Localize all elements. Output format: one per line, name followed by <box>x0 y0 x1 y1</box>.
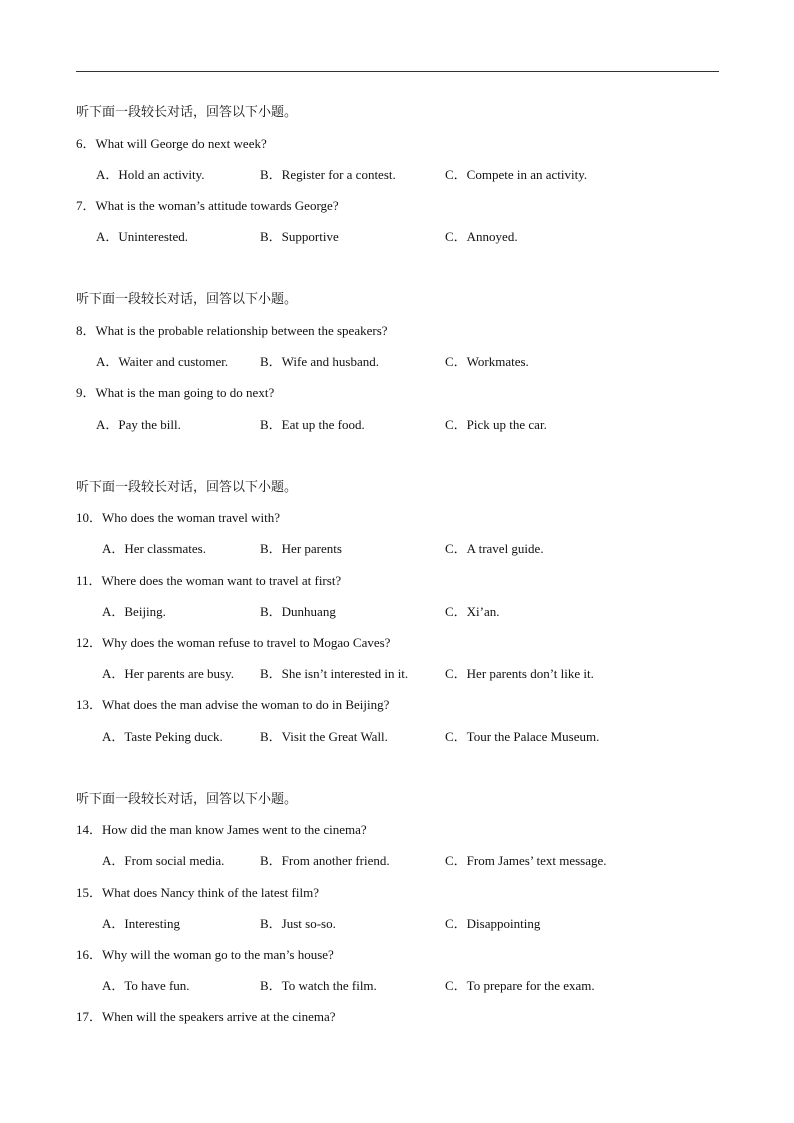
question-stem: 6．What will George do next week? <box>76 136 267 151</box>
option-b: B．Her parents <box>260 541 342 556</box>
question-stem: 11．Where does the woman want to travel at first? <box>76 573 342 588</box>
option-a: A．Interesting <box>102 916 180 931</box>
option-b: B．Supportive <box>260 229 339 244</box>
option-c: C．Disappointing <box>445 916 541 931</box>
option-b: B．Register for a contest. <box>260 167 396 182</box>
question-stem: 14．How did the man know James went to the cinema? <box>76 822 367 837</box>
section-instruction: 听下面一段较长对话，回答以下小题。 <box>76 291 298 306</box>
header-divider <box>76 71 719 72</box>
question-stem: 8．What is the probable relationship between the speakers? <box>76 323 388 338</box>
option-a: A．Her classmates. <box>102 541 206 556</box>
option-b: B．To watch the film. <box>260 978 377 993</box>
option-c: C．Tour the Palace Museum. <box>445 729 600 744</box>
question-stem: 16．Why will the woman go to the man’s house? <box>76 947 334 962</box>
option-a: A．From social media. <box>102 853 225 868</box>
option-b: B．She isn’t interested in it. <box>260 666 409 681</box>
option-b: B．Just so-so. <box>260 916 336 931</box>
option-b: B．From another friend. <box>260 853 390 868</box>
option-a: A．Taste Peking duck. <box>102 729 223 744</box>
option-b: B．Eat up the food. <box>260 417 365 432</box>
option-a: A．Uninterested. <box>96 229 189 244</box>
option-a: A．Hold an activity. <box>96 167 205 182</box>
section-instruction: 听下面一段较长对话，回答以下小题。 <box>76 104 298 119</box>
option-a: A．Waiter and customer. <box>96 354 229 369</box>
option-c: C．Pick up the car. <box>445 417 547 432</box>
question-stem: 7．What is the woman’s attitude towards George? <box>76 198 339 213</box>
option-c: C．Her parents don’t like it. <box>445 666 594 681</box>
option-b: B．Visit the Great Wall. <box>260 729 388 744</box>
option-a: A．Beijing. <box>102 604 166 619</box>
option-a: A．Pay the bill. <box>96 417 181 432</box>
option-c: C．Annoyed. <box>445 229 518 244</box>
option-c: C．Workmates. <box>445 354 529 369</box>
option-a: A．Her parents are busy. <box>102 666 234 681</box>
question-stem: 12．Why does the woman refuse to travel to Mogao Caves? <box>76 635 391 650</box>
question-stem: 9．What is the man going to do next? <box>76 385 275 400</box>
option-c: C．Compete in an activity. <box>445 167 588 182</box>
question-stem: 15．What does Nancy think of the latest film? <box>76 885 319 900</box>
option-c: C．A travel guide. <box>445 541 544 556</box>
option-b: B．Wife and husband. <box>260 354 379 369</box>
option-c: C．Xi’an. <box>445 604 500 619</box>
option-b: B．Dunhuang <box>260 604 336 619</box>
option-c: C．To prepare for the exam. <box>445 978 595 993</box>
question-stem: 17．When will the speakers arrive at the cinema? <box>76 1009 336 1024</box>
question-stem: 10．Who does the woman travel with? <box>76 510 280 525</box>
section-instruction: 听下面一段较长对话，回答以下小题。 <box>76 479 298 494</box>
option-a: A．To have fun. <box>102 978 190 993</box>
section-instruction: 听下面一段较长对话，回答以下小题。 <box>76 791 298 806</box>
question-stem: 13．What does the man advise the woman to do in Beijing? <box>76 697 390 712</box>
option-c: C．From James’ text message. <box>445 853 607 868</box>
